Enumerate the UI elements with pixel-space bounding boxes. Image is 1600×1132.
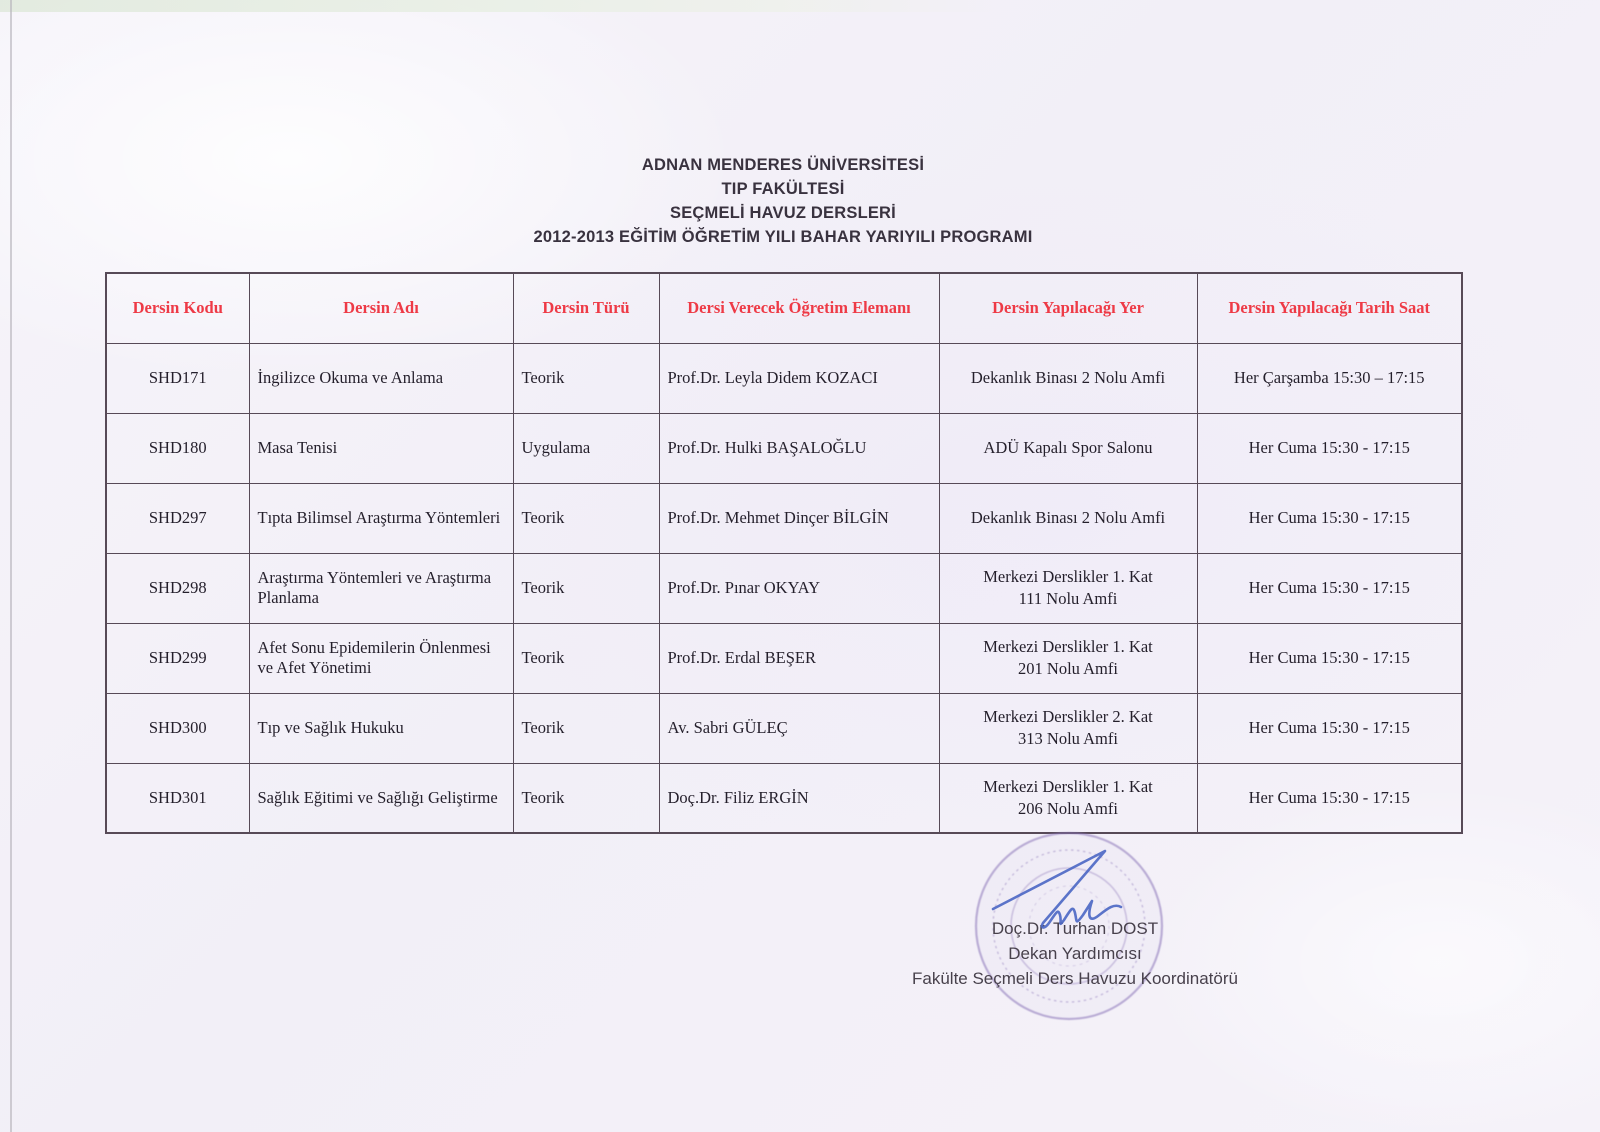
document-title-line-2: TIP FAKÜLTESİ — [721, 180, 845, 198]
table-row — [106, 553, 1462, 623]
schedule-cell: Her Cuma 15:30 - 17:15 — [1197, 483, 1462, 553]
column-header-course-type: Dersin Türü — [513, 273, 659, 343]
header-row — [106, 273, 1462, 343]
table-row — [106, 693, 1462, 763]
course-code-cell: SHD299 — [106, 623, 249, 693]
location-cell — [939, 413, 1197, 483]
schedule-cell: Her Cuma 15:30 - 17:15 — [1197, 763, 1462, 833]
course-name-cell: Tıp ve Sağlık Hukuku — [249, 693, 513, 763]
course-code-cell: SHD300 — [106, 693, 249, 763]
table-row — [106, 623, 1462, 693]
course-type-cell: Teorik — [513, 343, 659, 413]
course-name-cell: İngilizce Okuma ve Anlama — [249, 343, 513, 413]
course-code-cell: SHD298 — [106, 553, 249, 623]
table-row — [106, 763, 1462, 833]
signatory-name: Doç.Dr. Turhan DOST — [991, 919, 1159, 938]
location-cell — [939, 553, 1197, 623]
course-name-cell: Sağlık Eğitimi ve Sağlığı Geliştirme — [249, 763, 513, 833]
schedule-cell: Her Cuma 15:30 - 17:15 — [1197, 623, 1462, 693]
course-name-cell: Afet Sonu Epidemilerin Önlenmesi ve Afet Yönetimi — [249, 623, 513, 693]
column-header-course-name: Dersin Adı — [249, 273, 513, 343]
course-name-cell: Araştırma Yöntemleri ve Araştırma Planlama — [249, 553, 513, 623]
instructor-cell: Av. Sabri GÜLEÇ — [659, 693, 939, 763]
course-table-body — [106, 343, 1462, 833]
document-title-line-3: SEÇMELİ HAVUZ DERSLERİ — [670, 204, 896, 222]
location-line-1: Dekanlık Binası 2 Nolu Amfi — [970, 508, 1166, 527]
column-header-schedule: Dersin Yapılacağı Tarih Saat — [1197, 273, 1462, 343]
table-row — [106, 483, 1462, 553]
course-type-cell: Teorik — [513, 623, 659, 693]
course-type-cell: Teorik — [513, 553, 659, 623]
location-line-2: 313 Nolu Amfi — [1018, 729, 1118, 748]
location-line-2: 111 Nolu Amfi — [1018, 589, 1118, 608]
instructor-cell: Prof.Dr. Leyla Didem KOZACI — [659, 343, 939, 413]
scan-top-edge-artifact — [0, 0, 992, 12]
location-line-1: Merkezi Derslikler 1. Kat — [983, 776, 1153, 796]
course-code-cell: SHD297 — [106, 483, 249, 553]
signatory-role: Fakülte Seçmeli Ders Havuzu Koordinatörü — [912, 969, 1238, 988]
schedule-cell: Her Çarşamba 15:30 – 17:15 — [1197, 343, 1462, 413]
course-name-cell: Masa Tenisi — [249, 413, 513, 483]
column-header-location: Dersin Yapılacağı Yer — [939, 273, 1197, 343]
schedule-cell: Her Cuma 15:30 - 17:15 — [1197, 693, 1462, 763]
instructor-cell: Prof.Dr. Pınar OKYAY — [659, 553, 939, 623]
handwritten-signature — [983, 843, 1158, 943]
course-table-header — [106, 273, 1462, 343]
location-line-2: 206 Nolu Amfi — [1018, 798, 1118, 818]
signatory-title: Dekan Yardımcısı — [1008, 944, 1142, 963]
course-code-cell: SHD171 — [106, 343, 249, 413]
location-cell — [939, 343, 1197, 413]
schedule-cell: Her Cuma 15:30 - 17:15 — [1197, 413, 1462, 483]
location-cell — [939, 623, 1197, 693]
location-cell — [939, 483, 1197, 553]
instructor-cell: Doç.Dr. Filiz ERGİN — [659, 763, 939, 833]
course-type-cell: Uygulama — [513, 413, 659, 483]
document-title-line-1: ADNAN MENDERES ÜNİVERSİTESİ — [641, 156, 925, 174]
document-title-line-4: 2012-2013 EĞİTİM ÖĞRETİM YILI BAHAR YARIYILI PROGRAMI — [533, 228, 1033, 246]
location-cell — [939, 693, 1197, 763]
location-line-1: Merkezi Derslikler 1. Kat — [983, 637, 1153, 656]
course-code-cell: SHD301 — [106, 763, 249, 833]
course-type-cell: Teorik — [513, 763, 659, 833]
column-header-instructor: Dersi Verecek Öğretim Elemanı — [659, 273, 939, 343]
instructor-cell: Prof.Dr. Hulki BAŞALOĞLU — [659, 413, 939, 483]
location-line-1: Merkezi Derslikler 1. Kat — [983, 567, 1153, 586]
location-line-1: Merkezi Derslikler 2. Kat — [983, 707, 1153, 726]
instructor-cell: Prof.Dr. Mehmet Dinçer BİLGİN — [659, 483, 939, 553]
table-row — [106, 343, 1462, 413]
scan-left-edge-artifact — [10, 0, 12, 1132]
course-code-cell: SHD180 — [106, 413, 249, 483]
course-name-cell: Tıpta Bilimsel Araştırma Yöntemleri — [249, 483, 513, 553]
schedule-cell: Her Cuma 15:30 - 17:15 — [1197, 553, 1462, 623]
course-schedule-table — [105, 272, 1463, 834]
column-header-course-code: Dersin Kodu — [106, 273, 249, 343]
location-cell — [939, 763, 1197, 833]
location-line-1: ADÜ Kapalı Spor Salonu — [983, 438, 1153, 457]
course-type-cell: Teorik — [513, 693, 659, 763]
instructor-cell: Prof.Dr. Erdal BEŞER — [659, 623, 939, 693]
location-line-2: 201 Nolu Amfi — [1018, 659, 1118, 678]
course-type-cell: Teorik — [513, 483, 659, 553]
location-line-1: Dekanlık Binası 2 Nolu Amfi — [970, 368, 1166, 387]
table-row — [106, 413, 1462, 483]
document-title-block — [105, 153, 1461, 249]
